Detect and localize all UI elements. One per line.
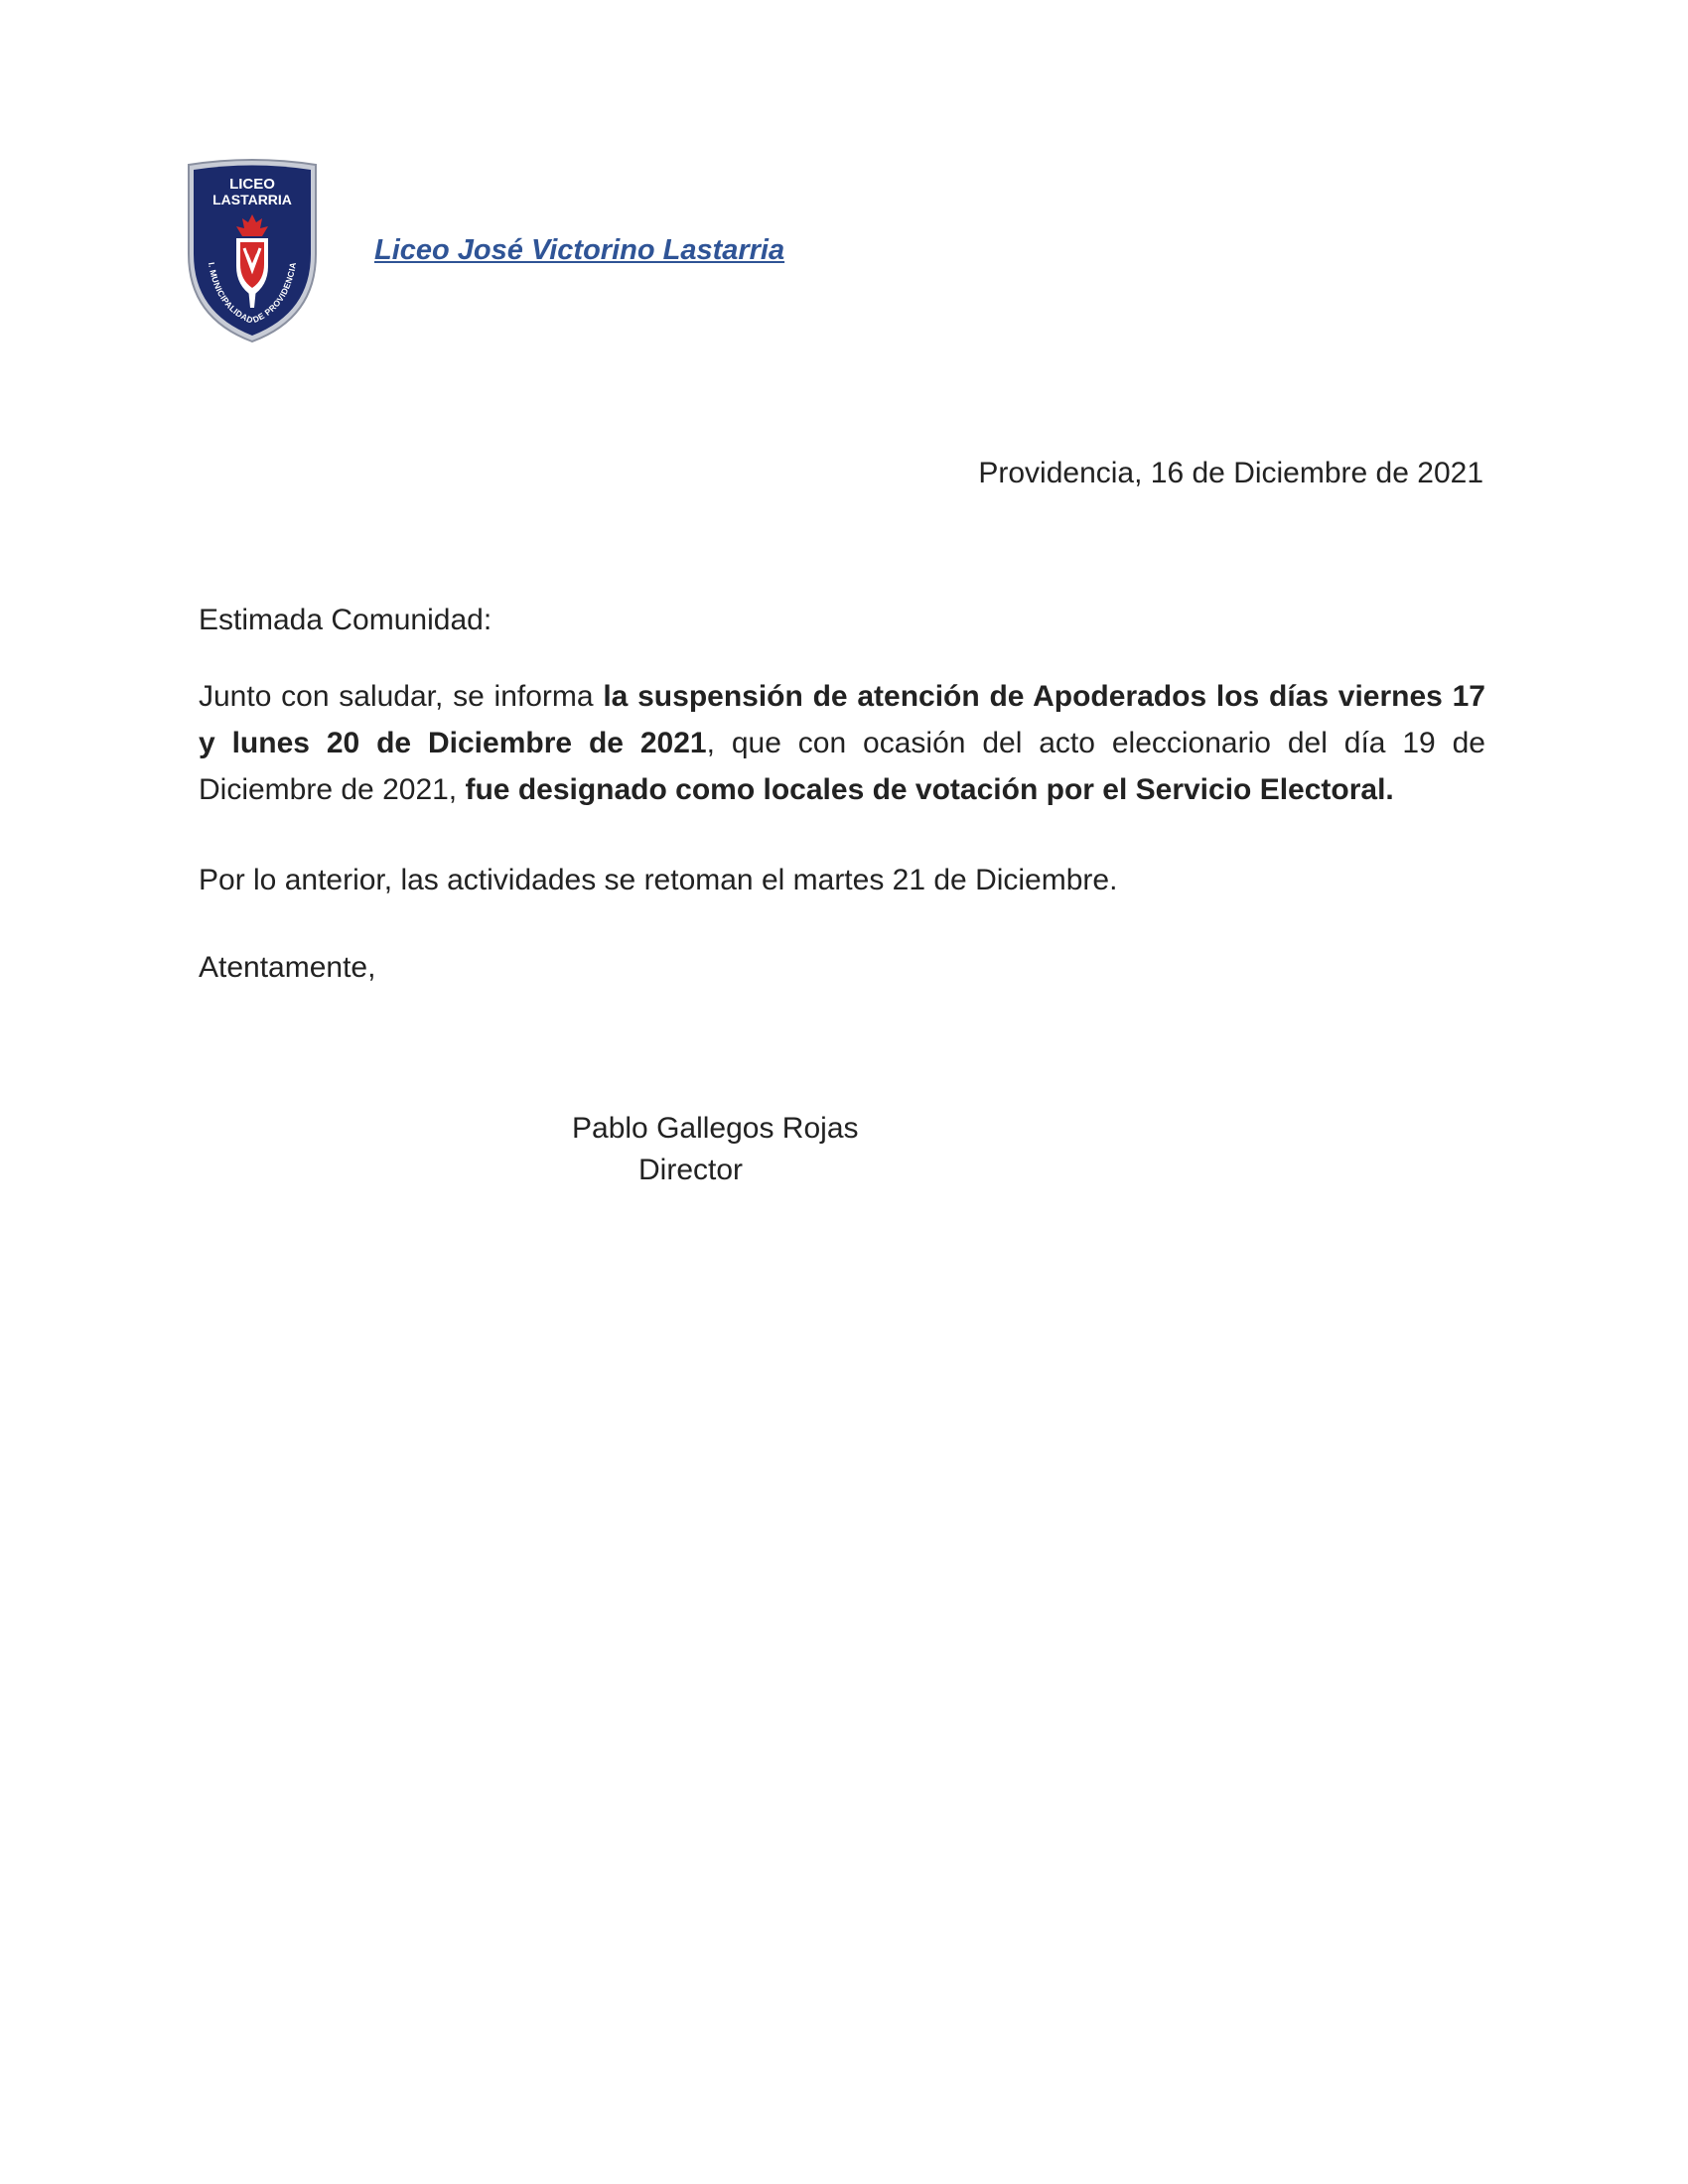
body-text-3: , que con ocasión del acto eleccionario del día 19 de Diciembre de 2021,	[199, 727, 1485, 806]
body-text-1: Junto con saludar, se informa	[199, 680, 604, 713]
letter-second-paragraph: Por lo anterior, las actividades se retoman el martes 21 de Diciembre.	[199, 864, 1118, 896]
letter-date: Providencia, 16 de Diciembre de 2021	[978, 457, 1483, 489]
signature-name: Pablo Gallegos Rojas	[572, 1112, 859, 1145]
letter-closing: Atentamente,	[199, 951, 376, 984]
body-text-2-bold: la suspensión de atención de Apoderados los días viernes 17 y lunes 20 de Diciembre de 2021	[199, 680, 1485, 759]
letter-salutation: Estimada Comunidad:	[199, 604, 492, 636]
logo-top-line1: LICEO	[229, 176, 275, 193]
school-crest-logo	[185, 159, 320, 343]
logo-arc-text: I. MUNICIPALIDAD DE PROVIDENCIA	[206, 261, 299, 327]
logo-top-line2: LASTARRIA	[212, 192, 292, 207]
letter-body-paragraph	[199, 673, 1485, 813]
signature-title: Director	[638, 1154, 744, 1186]
body-text-4-bold: fue designado como locales de votación por el Servicio Electoral.	[465, 773, 1394, 806]
school-name-heading: Liceo José Victorino Lastarria	[374, 234, 785, 266]
